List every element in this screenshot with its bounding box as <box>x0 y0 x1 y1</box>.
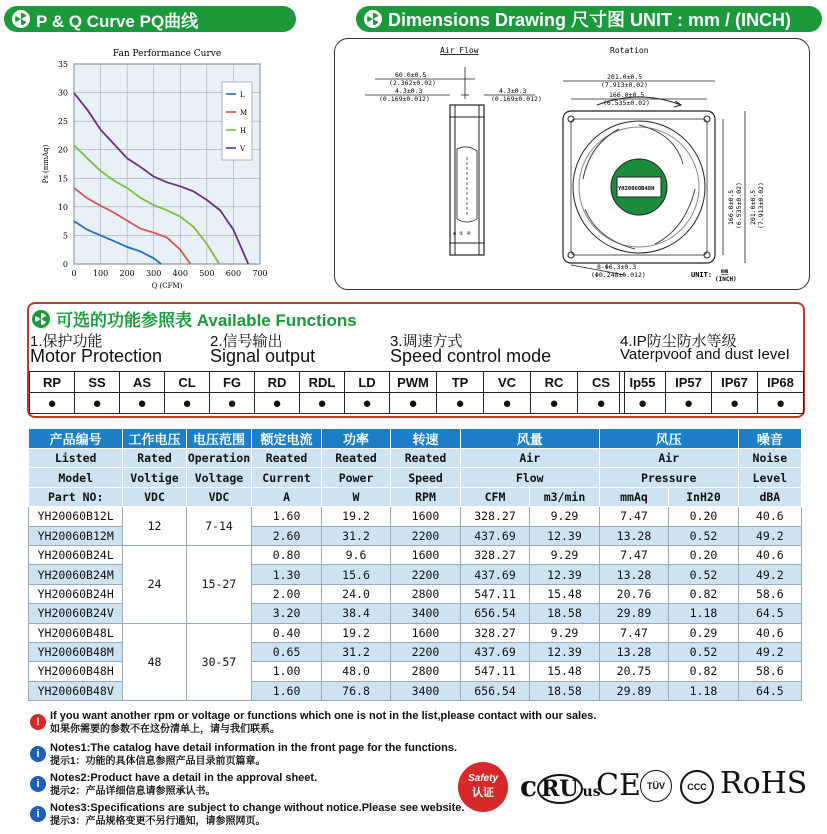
air-flow-m3min: 12.39 <box>530 565 599 584</box>
cul-prefix: c <box>520 770 538 803</box>
spec-header-row1: Rated <box>123 449 186 468</box>
unit-label: UNIT: <box>691 271 713 279</box>
dim-60-label: 60.0±0.5 <box>395 71 427 79</box>
pressure-inh2o: 1.18 <box>669 604 738 623</box>
y-tick-label: 10 <box>57 202 68 212</box>
air-flow-label: Air Flow <box>440 46 479 55</box>
pressure-inh2o: 0.29 <box>669 623 738 642</box>
spec-header-units: CFM <box>460 487 529 506</box>
spec-header-units: m3/min <box>530 487 599 506</box>
dim-201w-label: 201.0±0.5 <box>607 73 643 81</box>
safety-cert-text: Safety <box>467 773 498 784</box>
spec-header-cn: 风量 <box>460 429 599 449</box>
noise-level: 64.5 <box>738 604 801 623</box>
legend-label: V <box>240 145 246 153</box>
spec-header-row2: Power <box>321 468 390 487</box>
legend-label: M <box>240 109 248 117</box>
rated-power: 19.2 <box>321 623 390 642</box>
pressure-inh2o: 1.18 <box>669 681 738 700</box>
function-available-dot: ● <box>531 393 578 414</box>
function-group-en: Signal output <box>210 346 316 366</box>
rated-current: 2.00 <box>252 584 321 603</box>
pq-chart <box>30 40 280 292</box>
info-icon: i <box>30 746 46 762</box>
function-group-en: Speed control mode <box>390 346 552 366</box>
y-axis-label: Ps (mmAq) <box>42 144 50 184</box>
dim-201w-inch: (7.913±0.02) <box>601 81 648 89</box>
function-group-cn: 3.调速方式 <box>390 333 463 350</box>
note-en: Notes3:Specifications are subject to change without notice.Please see website. <box>50 802 465 814</box>
dim-201h-label: 201.0±0.5 <box>749 189 757 225</box>
rated-speed: 1600 <box>391 545 460 564</box>
x-tick-label: 600 <box>225 269 242 278</box>
noise-level: 49.2 <box>738 565 801 584</box>
part-number: YH20060B24H <box>29 584 123 603</box>
function-code: RC <box>531 372 578 393</box>
fan-label-model: YH20060B48H <box>618 186 655 192</box>
voltage-range: 7-14 <box>186 507 252 546</box>
dim-166h-inch: (6.535±0.02) <box>735 182 743 229</box>
dimensions-header <box>356 6 822 32</box>
function-code: VC <box>484 372 531 393</box>
air-flow-cfm: 437.69 <box>460 642 529 661</box>
spec-header-cn: 功率 <box>321 429 390 449</box>
pressure-inh2o: 0.52 <box>669 642 738 661</box>
y-tick-label: 5 <box>62 231 68 241</box>
side-label-pins: ⊕ ② ④ <box>453 231 471 237</box>
function-code: RDL <box>300 372 345 393</box>
dim-166h-label: 166.0±0.5 <box>727 189 735 225</box>
dimensions-drawing-box <box>334 38 810 290</box>
y-tick-label: 15 <box>57 174 68 184</box>
safety-cert-logo <box>458 762 508 812</box>
function-code: SS <box>75 372 120 393</box>
spec-header-row2: Level <box>738 468 801 487</box>
spec-header-cn: 额定电流 <box>252 429 321 449</box>
x-tick-label: 500 <box>199 269 215 278</box>
y-tick-label: 0 <box>62 260 68 269</box>
note-en: Notes1:The catalog have detail information in the front page for the functions. <box>50 742 458 754</box>
note-cn: 如果你需要的参数不在这份清单上，请与我们联系。 <box>50 724 280 735</box>
radiation-icon <box>12 10 30 28</box>
pressure-mmaq: 13.28 <box>599 642 668 661</box>
spec-header-row2: Model <box>29 468 123 487</box>
x-axis-label: Q (CFM) <box>151 282 183 290</box>
spec-header-row2: Speed <box>391 468 460 487</box>
noise-level: 40.6 <box>738 507 801 526</box>
air-flow-m3min: 15.48 <box>530 662 599 681</box>
function-available-dot: ● <box>758 393 804 414</box>
dim-4.3a-label: 4.3±0.3 <box>395 87 423 95</box>
air-flow-cfm: 437.69 <box>460 565 529 584</box>
function-code: TP <box>437 372 484 393</box>
rated-power: 9.6 <box>321 545 390 564</box>
radiation-icon <box>32 310 50 328</box>
rated-power: 31.2 <box>321 642 390 661</box>
info-icon: i <box>30 806 46 822</box>
function-table <box>29 371 210 414</box>
rated-speed: 2200 <box>391 642 460 661</box>
y-tick-label: 25 <box>57 117 68 127</box>
rated-current: 1.60 <box>252 681 321 700</box>
function-available-dot: ● <box>165 393 210 414</box>
function-available-dot: ● <box>210 393 255 414</box>
dim-hole-label: 8-Φ6.3±0.3 <box>597 263 637 271</box>
spec-header-units: W <box>321 487 390 506</box>
air-flow-cfm: 547.11 <box>460 662 529 681</box>
spec-header-units: Part NO: <box>29 487 123 506</box>
rated-voltage: 12 <box>123 507 186 546</box>
spec-header-units: dBA <box>738 487 801 506</box>
rated-current: 0.40 <box>252 623 321 642</box>
noise-level: 58.6 <box>738 662 801 681</box>
rated-speed: 3400 <box>391 604 460 623</box>
rated-current: 0.80 <box>252 545 321 564</box>
function-available-dot: ● <box>30 393 75 414</box>
x-tick-label: 700 <box>252 269 268 278</box>
function-table <box>209 371 390 414</box>
rated-speed: 3400 <box>391 681 460 700</box>
function-available-dot: ● <box>345 393 390 414</box>
pressure-mmaq: 20.75 <box>599 662 668 681</box>
note-cn: 提示2：产品详细信息请参照承认书。 <box>50 786 216 797</box>
functions-title: 可选的功能参照表 Available Functions <box>56 311 357 330</box>
spec-header-units: A <box>252 487 321 506</box>
cul-us-logo: c RU us <box>520 770 601 803</box>
spec-header-row1: Listed <box>29 449 123 468</box>
spec-header-row2: Pressure <box>599 468 738 487</box>
spec-header-cn: 转速 <box>391 429 460 449</box>
part-number: YH20060B48L <box>29 623 123 642</box>
x-tick-label: 300 <box>146 269 162 278</box>
spec-header-cn: 噪音 <box>738 429 801 449</box>
spec-header-units: InH20 <box>669 487 738 506</box>
air-flow-cfm: 328.27 <box>460 623 529 642</box>
air-flow-m3min: 15.48 <box>530 584 599 603</box>
note-item <box>50 802 464 828</box>
function-table <box>619 371 804 414</box>
pressure-mmaq: 29.89 <box>599 681 668 700</box>
ccc-logo: CCC <box>680 770 714 804</box>
pq-chart-svg <box>30 40 280 292</box>
function-available-dot: ● <box>120 393 165 414</box>
warning-icon: ! <box>30 714 46 730</box>
function-code: CL <box>165 372 210 393</box>
pressure-mmaq: 7.47 <box>599 623 668 642</box>
function-code: IP68 <box>758 372 804 393</box>
spec-header-row1: Operation <box>186 449 252 468</box>
pressure-inh2o: 0.52 <box>669 526 738 545</box>
function-available-dot: ● <box>390 393 437 414</box>
cul-suffix: us <box>582 784 601 800</box>
air-flow-m3min: 9.29 <box>530 507 599 526</box>
noise-level: 49.2 <box>738 642 801 661</box>
pressure-mmaq: 29.89 <box>599 604 668 623</box>
function-group-cn: 4.IP防尘防水等级 <box>620 333 737 350</box>
pressure-inh2o: 0.82 <box>669 662 738 681</box>
rated-speed: 1600 <box>391 507 460 526</box>
note-item <box>50 772 317 798</box>
function-available-dot: ● <box>300 393 345 414</box>
function-available-dot: ● <box>484 393 531 414</box>
ce-logo: CE <box>596 768 641 803</box>
spec-header-units: VDC <box>186 487 252 506</box>
rated-current: 1.00 <box>252 662 321 681</box>
pressure-inh2o: 0.52 <box>669 565 738 584</box>
rated-voltage: 24 <box>123 545 186 623</box>
function-code: IP57 <box>666 372 712 393</box>
air-flow-cfm: 656.54 <box>460 604 529 623</box>
rated-speed: 1600 <box>391 623 460 642</box>
function-group-cn: 2.信号输出 <box>210 333 283 350</box>
function-group-cn: 1.保护功能 <box>30 333 103 350</box>
noise-level: 49.2 <box>738 526 801 545</box>
part-number: YH20060B48H <box>29 662 123 681</box>
spec-header-row1: Reated <box>391 449 460 468</box>
air-flow-m3min: 18.58 <box>530 681 599 700</box>
function-group-en: Motor Protection <box>30 346 163 366</box>
spec-row <box>29 545 802 564</box>
dim-4.3b-inch: (0.169±0.012) <box>491 95 542 103</box>
dim-4.3b-label: 4.3±0.3 <box>499 87 527 95</box>
air-flow-m3min: 9.29 <box>530 545 599 564</box>
note-item <box>50 710 596 736</box>
spec-header-row1: Air <box>460 449 599 468</box>
pressure-mmaq: 7.47 <box>599 545 668 564</box>
part-number: YH20060B24M <box>29 565 123 584</box>
dim-166w-inch: (6.535±0.02) <box>603 99 650 107</box>
part-number: YH20060B12L <box>29 507 123 526</box>
spec-header-row2: Voltige <box>123 468 186 487</box>
legend-label: H <box>240 127 247 135</box>
rated-current: 3.20 <box>252 604 321 623</box>
rated-power: 24.0 <box>321 584 390 603</box>
spec-header-row1: Reated <box>252 449 321 468</box>
air-flow-m3min: 18.58 <box>530 604 599 623</box>
pressure-inh2o: 0.20 <box>669 507 738 526</box>
spec-header-row2: Voltage <box>186 468 252 487</box>
dimensions-title: Dimensions Drawing 尺寸图 UNIT : mm / (INCH) <box>388 10 792 30</box>
functions-header <box>30 306 361 331</box>
rohs-logo: RoHS <box>720 766 808 801</box>
x-tick-label: 0 <box>71 269 77 278</box>
spec-header-cn: 电压范围 <box>186 429 252 449</box>
spec-header-cn: 产品编号 <box>29 429 123 449</box>
part-number: YH20060B48M <box>29 642 123 661</box>
rated-power: 48.0 <box>321 662 390 681</box>
note-cn: 提示1：功能的具体信息参照产品目录前页篇章。 <box>50 756 266 767</box>
spec-header-units: RPM <box>391 487 460 506</box>
pressure-mmaq: 13.28 <box>599 526 668 545</box>
function-code: PWM <box>390 372 437 393</box>
spec-table <box>28 428 802 701</box>
note-en: Notes2:Product have a detail in the approval sheet. <box>50 772 318 784</box>
pressure-inh2o: 0.20 <box>669 545 738 564</box>
x-tick-label: 200 <box>119 269 135 278</box>
function-available-dot: ● <box>437 393 484 414</box>
voltage-range: 30-57 <box>186 623 252 701</box>
dim-60-inch: (2.362±0.02) <box>389 79 436 87</box>
rated-power: 19.2 <box>321 507 390 526</box>
spec-header-cn: 工作电压 <box>123 429 186 449</box>
y-tick-label: 30 <box>57 88 68 98</box>
radiation-icon <box>364 10 382 28</box>
rated-current: 1.30 <box>252 565 321 584</box>
dim-201h-inch: (7.913±0.02) <box>757 182 765 229</box>
dim-4.3a-inch: (0.169±0.012) <box>379 95 430 103</box>
rated-speed: 2200 <box>391 526 460 545</box>
noise-level: 58.6 <box>738 584 801 603</box>
noise-level: 64.5 <box>738 681 801 700</box>
note-item <box>50 742 457 768</box>
spec-header-units: mmAq <box>599 487 668 506</box>
spec-row <box>29 507 802 526</box>
pressure-mmaq: 7.47 <box>599 507 668 526</box>
unit-inch: (INCH) <box>715 276 737 283</box>
spec-header-row1: Noise <box>738 449 801 468</box>
legend-label: L <box>240 91 245 99</box>
front-view <box>563 97 715 263</box>
spec-header-row2: Flow <box>460 468 599 487</box>
x-tick-label: 100 <box>92 269 109 278</box>
function-available-dot: ● <box>255 393 300 414</box>
function-code: LD <box>345 372 390 393</box>
safety-cert-cn: 认证 <box>472 787 494 799</box>
pq-curve-header <box>4 6 296 32</box>
rated-speed: 2200 <box>391 565 460 584</box>
function-code: CS <box>578 372 625 393</box>
side-view <box>450 105 484 255</box>
rated-voltage: 48 <box>123 623 186 701</box>
air-flow-cfm: 547.11 <box>460 584 529 603</box>
spec-row <box>29 623 802 642</box>
pressure-mmaq: 13.28 <box>599 565 668 584</box>
function-code: RD <box>255 372 300 393</box>
spec-header-row2: Current <box>252 468 321 487</box>
part-number: YH20060B48V <box>29 681 123 700</box>
y-tick-label: 20 <box>57 145 68 155</box>
part-number: YH20060B12M <box>29 526 123 545</box>
air-flow-cfm: 437.69 <box>460 526 529 545</box>
function-code: FG <box>210 372 255 393</box>
x-tick-label: 400 <box>172 269 188 278</box>
function-group-en: Vaterpvoof and dust IeveI <box>620 346 790 363</box>
function-available-dot: ● <box>666 393 712 414</box>
spec-header-cn: 风压 <box>599 429 738 449</box>
note-en: If you want another rpm or voltage or functions which one is not in the list,please contact with our sales. <box>50 710 597 722</box>
function-code: IP67 <box>712 372 758 393</box>
rated-power: 76.8 <box>321 681 390 700</box>
pressure-inh2o: 0.82 <box>669 584 738 603</box>
spec-header-row1: Reated <box>321 449 390 468</box>
rated-speed: 2800 <box>391 584 460 603</box>
function-code: Ip55 <box>620 372 666 393</box>
info-icon: i <box>30 776 46 792</box>
voltage-range: 15-27 <box>186 545 252 623</box>
part-number: YH20060B24L <box>29 545 123 564</box>
rated-power: 15.6 <box>321 565 390 584</box>
noise-level: 40.6 <box>738 545 801 564</box>
function-available-dot: ● <box>620 393 666 414</box>
air-flow-m3min: 12.39 <box>530 642 599 661</box>
rated-current: 0.65 <box>252 642 321 661</box>
function-code: AS <box>120 372 165 393</box>
dimensions-svg <box>335 39 809 289</box>
spec-header-row1: Air <box>599 449 738 468</box>
pq-curve-title: P & Q Curve PQ曲线 <box>36 11 199 31</box>
rated-current: 2.60 <box>252 526 321 545</box>
dim-hole-inch: (Φ0.248±0.012) <box>591 271 646 279</box>
air-flow-cfm: 656.54 <box>460 681 529 700</box>
noise-level: 40.6 <box>738 623 801 642</box>
dim-166w-label: 166.0±0.5 <box>609 91 645 99</box>
rated-current: 1.60 <box>252 507 321 526</box>
y-tick-label: 35 <box>57 60 68 69</box>
rated-power: 31.2 <box>321 526 390 545</box>
air-flow-m3min: 12.39 <box>530 526 599 545</box>
part-number: YH20060B24V <box>29 604 123 623</box>
function-available-dot: ● <box>578 393 625 414</box>
function-table <box>389 371 625 414</box>
air-flow-m3min: 9.29 <box>530 623 599 642</box>
rated-speed: 2800 <box>391 662 460 681</box>
spec-header-units: VDC <box>123 487 186 506</box>
unit-mm: mm <box>721 268 729 275</box>
pressure-mmaq: 20.76 <box>599 584 668 603</box>
chart-title: Fan Performance Curve <box>112 49 222 59</box>
function-available-dot: ● <box>712 393 758 414</box>
function-code: RP <box>30 372 75 393</box>
function-available-dot: ● <box>75 393 120 414</box>
air-flow-cfm: 328.27 <box>460 507 529 526</box>
rated-power: 38.4 <box>321 604 390 623</box>
note-cn: 提示3：产品规格变更不另行通知，请参照网页。 <box>50 816 266 827</box>
air-flow-cfm: 328.27 <box>460 545 529 564</box>
tuv-logo: TÜV <box>640 770 672 802</box>
rotation-label: Rotation <box>610 46 649 55</box>
